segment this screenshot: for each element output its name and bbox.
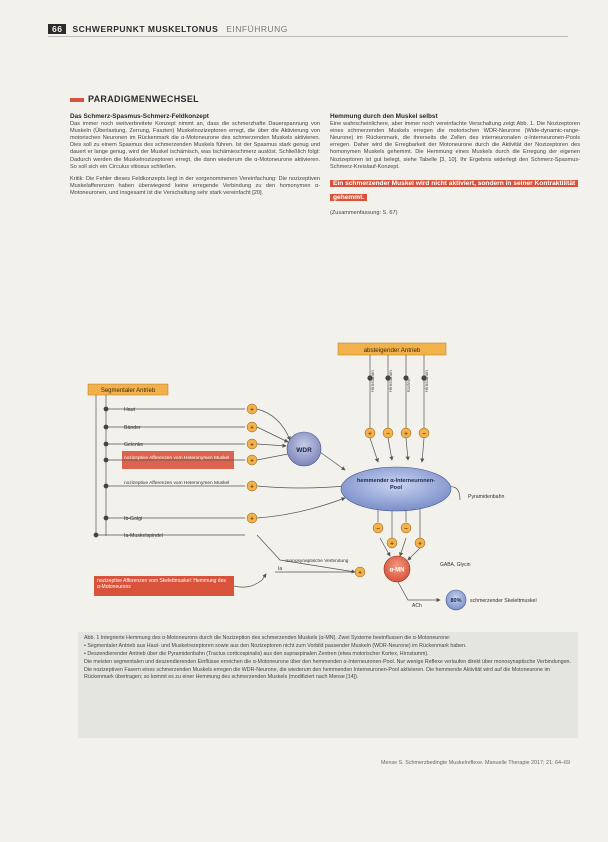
interneuron-pool-label: hemmender α-Interneuronen-Pool	[356, 478, 436, 491]
red-box-connector	[234, 574, 266, 587]
ach-label: ACh	[412, 603, 422, 609]
alpha-motoneuron-label: α-MN	[389, 567, 405, 574]
muscle-label: schmerzender Skelettmuskel	[470, 598, 537, 604]
pyramidal-tract-label: Pyramidenbahn	[468, 494, 505, 500]
wdr-label: WDR	[296, 447, 312, 454]
section-title-text: PARADIGMENWECHSEL	[88, 94, 199, 104]
descending-label-1: Hirnstamm	[370, 370, 375, 392]
descending-label-2: Hirnstamm	[388, 370, 393, 392]
page-number: 66	[48, 24, 66, 34]
svg-text:+: +	[250, 458, 254, 465]
pool-output-synapses	[373, 523, 425, 548]
descending-inputs	[367, 355, 429, 432]
svg-text:+: +	[404, 431, 408, 438]
descending-synapses	[365, 428, 429, 438]
gaba-glycine-label: GABA, Glycin	[440, 562, 471, 568]
caption-line-4: Die meisten segmentalen und deszendierenden Einflüsse erreichen die α-Motoneurone über den hemmenden α-Interneuronen-Pool. Nur wenige Reflexe verlaufen direkt über monosynaptische Verbindungen.	[84, 659, 571, 665]
page-footer: Mense S. Schmerzbedingte Muskelreflexe. Manuelle Therapie 2017; 21: 64–69	[381, 760, 570, 766]
segmental-synapses	[247, 404, 257, 523]
svg-text:−: −	[376, 526, 380, 533]
svg-text:+: +	[418, 541, 422, 548]
header-subsection: EINFÜHRUNG	[226, 24, 288, 34]
right-citation: (Zusammenfassung: S. 67)	[330, 209, 398, 216]
svg-text:+: +	[250, 442, 254, 449]
ia-label: Ia	[278, 566, 283, 572]
svg-text:−: −	[386, 431, 390, 438]
highlight-quote: Ein schmerzender Muskel wird nicht aktiviert, sondern in seiner Kontraktilität gehemmt.	[330, 180, 578, 201]
svg-text:+: +	[250, 407, 254, 414]
caption-line-5: Die nozizeptiven Fasern eines schmerzenden Muskels erregen die WDR-Neurone, die wiederum den hemmenden Interneuronen-Pool aktivieren. Die hemmende Aktivität wird auf die Motoneurone im Rückenmark übertragen; so kommt es zu einer Hemmung des schmerzenden Muskels (modifiziert nach Mense [14]).	[84, 667, 551, 680]
segmental-inputs	[94, 407, 245, 539]
svg-text:−: −	[404, 526, 408, 533]
input-label-golgi: Ib-Golgi	[124, 516, 143, 522]
svg-text:+: +	[390, 541, 394, 548]
svg-text:+: +	[250, 484, 254, 491]
input-label-gelenke: Gelenke	[124, 442, 144, 448]
descending-label-4: Hirnstamm	[424, 370, 429, 392]
right-heading: Hemmung durch den Muskel selbst	[330, 113, 438, 120]
input-label-baender: Bänder	[124, 425, 141, 431]
svg-text:+: +	[358, 570, 362, 577]
descending-label-3: Kortex	[406, 378, 411, 392]
segmental-drive-label: Segmentaler Antrieb	[100, 388, 156, 394]
left-paragraph-2: Kritik: Die Fehler dieses Feldkonzepts liegt in der vorgenommenen Vereinfachung: Die nozizeptiven Muskelafferenzen haben überwiegend keine erregende Verbindung zu den homonymen α-Motoneuronen, und insgesamt ist die Verschaltung sehr stark vereinfacht [20].	[70, 175, 320, 196]
red-inhibition-label-box	[97, 578, 231, 596]
red-inhibition-label: nozizeptive Afferenzen vom Skelettmuskel: Hemmung des α-Motoneurons	[97, 578, 226, 591]
monosynaptic-label-box	[282, 559, 352, 575]
descending-drive-label: absteigender Antrieb	[363, 347, 421, 354]
caption-line-1: Abb. 1 Integrierte Hemmung des α-Motoneurons durch die Nozizeption des schmerzenden Muskels (α-MN). Zwei Systeme beeinflussen die α-Motoneurone:	[84, 635, 451, 641]
svg-text:+: +	[250, 425, 254, 432]
input-label-nociceptive-afferents: nozizeptive Afferenzen vom Heteronymen Muskel	[124, 481, 230, 486]
percent-label: 80%	[450, 598, 462, 604]
header-section: SCHWERPUNKT MUSKELTONUS	[72, 24, 219, 34]
left-paragraph-1: Das immer noch weitverbreitete Konzept nimmt an, dass die schmerzhafte Dauerspannung von Muskeln (Überlastung, Zerrung, Faszien) Muskelnozizeptoren erregt, die über die Aktivierung von motorischen Neuronen im Rückenmark die α-Motoneurone des schmerzenden Muskels aktivieren. Dies soll zu einem Spasmus des schmerzenden Muskels führen. Ist der Spasmus stark genug und dauert er lange genug, wird der Muskel ischämisch, was Ischämieschmerz auslöst. Schließlich folgt: Dadurch werden die Muskelnozizeptoren erregt, die dann wiederum die α-Motoneurone aktivieren. So soll sich ein Circulus vitiosus schließen.	[70, 121, 320, 170]
monosynaptic-label: monosynaptische Verbindung	[285, 559, 349, 564]
figure-caption	[78, 632, 578, 738]
caption-line-2: • Segmentaler Antrieb aus Haut- und Muskelrezeptoren sowie aus den Nozizeptoren nicht zum Vorbild passender Muskeln (WDR-Neurone) im Rückenmark haben.	[84, 643, 467, 649]
svg-text:+: +	[368, 431, 372, 438]
input-label-nociceptive-heteronymous: nozizeptive Afferenzen vom Heteronymen Muskel	[124, 456, 230, 461]
interneuron-pool-label-box	[351, 478, 441, 502]
right-paragraph-1: Eine wahrscheinlichere, aber immer noch vereinfachte Verschaltung zeigt Abb. 1. Die Nozizeptoren eines schmerzenden Muskels erregen die motorischen WDR-Neurone (Wide-dynamic-range-Neurone) im Rückenmark, die ihrerseits die Zellen des interneuronalen α-Interneuronen-Pools erregen. Daher wird die Erregbarkeit der Motoneurone durch die Aktivität der Nozizeptoren des homonymen Muskels gehemmt. Die Hemmung eines Muskels durch die Erregung der eigenen Nozizeptoren ist gut belegt, siehe Tabelle [3, 10]. Ihr Ergebnis widerlegt den Schmerz-Spasmus-Schmerz-Kreislauf-Konzept.	[330, 121, 580, 170]
svg-text:+: +	[250, 516, 254, 523]
left-heading: Das Schmerz-Spasmus-Schmerz-Feldkonzept	[70, 113, 209, 120]
input-label-haut: Haut	[124, 407, 135, 413]
input-label-spindle: Ia-Muskelspindel	[124, 533, 163, 539]
caption-line-3: • Deszendierender Antrieb über die Pyramidenbahn (Tractus corticospinalis) aus den supraspinalen Zentren (etwa motorischer Kortex, Hirnstamm).	[84, 651, 429, 657]
svg-text:−: −	[422, 431, 426, 438]
